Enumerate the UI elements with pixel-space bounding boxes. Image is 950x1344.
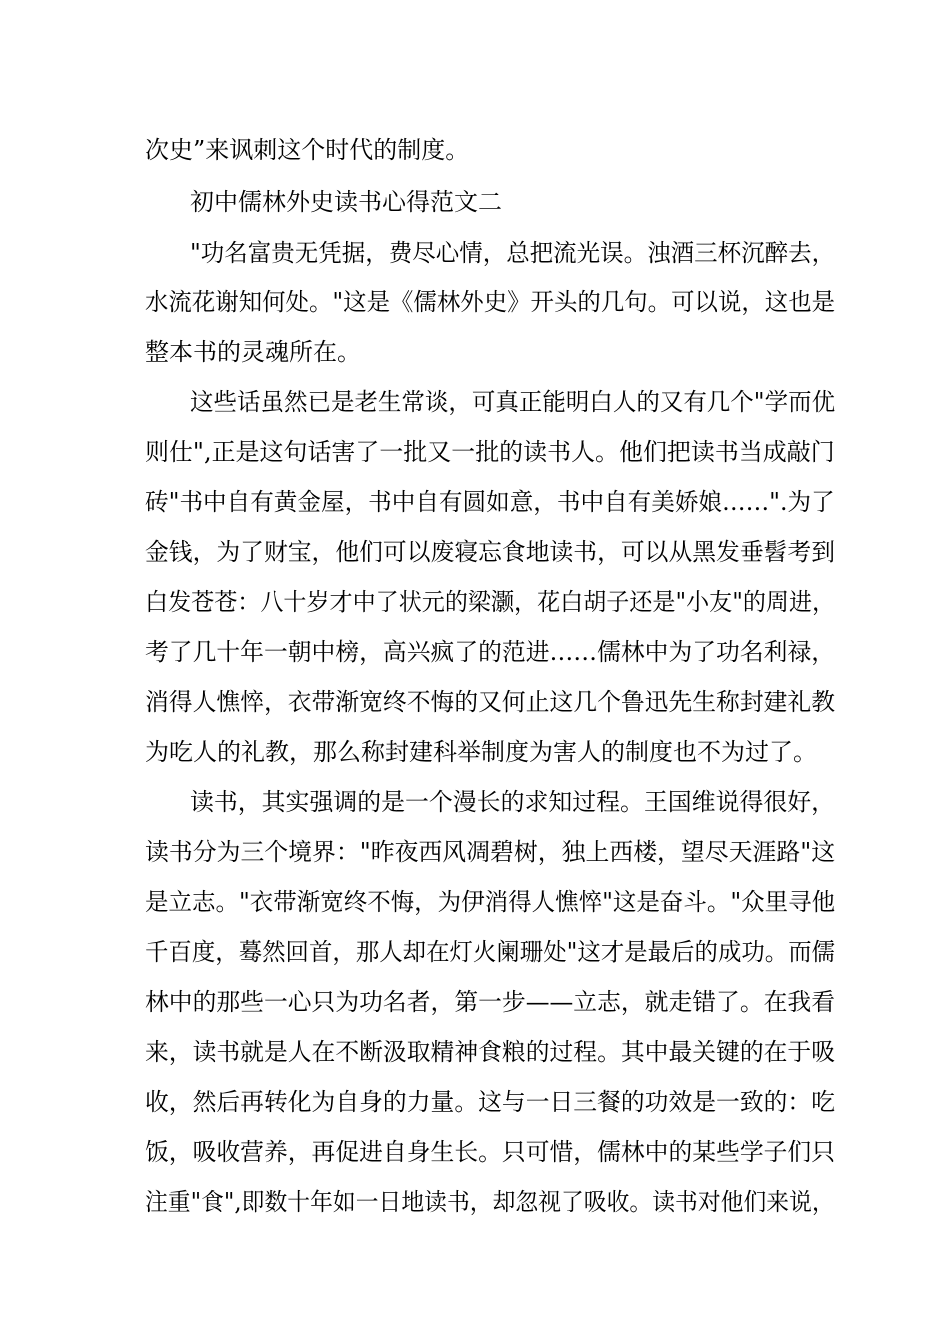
text-line: 读书，其实强调的是一个漫长的求知过程。王国维说得很好， bbox=[190, 788, 836, 816]
text-line: 是立志。"衣带渐宽终不悔，为伊消得人憔悴"这是奋斗。"众里寻他 bbox=[145, 888, 836, 916]
text-line: 砖"书中自有黄金屋，书中自有圆如意，书中自有美娇娘……".为了 bbox=[145, 488, 835, 516]
text-line: 整本书的灵魂所在。 bbox=[145, 338, 361, 366]
text-line: 消得人憔悴，衣带渐宽终不悔的又何止这几个鲁迅先生称封建礼教 bbox=[145, 688, 836, 716]
text-line: 为吃人的礼教，那么称封建科举制度为害人的制度也不为过了。 bbox=[145, 738, 817, 766]
text-line: 千百度，蓦然回首，那人却在灯火阑珊处"这才是最后的成功。而儒 bbox=[145, 938, 836, 966]
text-line: "功名富贵无凭据，费尽心情，总把流光误。浊酒三杯沉醉去， bbox=[190, 239, 836, 267]
text-line: 来，读书就是人在不断汲取精神食粮的过程。其中最关键的在于吸 bbox=[145, 1038, 836, 1066]
text-line: 白发苍苍：八十岁才中了状元的梁灏，花白胡子还是"小友"的周进， bbox=[145, 588, 836, 616]
text-line: 饭，吸收营养，再促进自身生长。只可惜，儒林中的某些学子们只 bbox=[145, 1138, 836, 1166]
text-line: 考了几十年一朝中榜，高兴疯了的范进……儒林中为了功名利禄， bbox=[145, 638, 836, 666]
text-line: 收，然后再转化为自身的力量。这与一日三餐的功效是一致的：吃 bbox=[145, 1088, 836, 1116]
text-line: 林中的那些一心只为功名者，第一步——立志，就走错了。在我看 bbox=[145, 988, 836, 1016]
text-line: 金钱，为了财宝，他们可以废寝忘食地读书，可以从黑发垂髫考到 bbox=[145, 538, 836, 566]
text-line: 注重"食",即数十年如一日地读书，却忽视了吸收。读书对他们来说， bbox=[145, 1188, 835, 1216]
text-line: 这些话虽然已是老生常谈，可真正能明白人的又有几个"学而优 bbox=[190, 388, 836, 416]
text-line: 次史”来讽刺这个时代的制度。 bbox=[145, 136, 470, 164]
section-heading: 初中儒林外史读书心得范文二 bbox=[190, 188, 502, 216]
text-line: 水流花谢知何处。"这是《儒林外史》开头的几句。可以说，这也是 bbox=[145, 288, 836, 316]
text-line: 读书分为三个境界："昨夜西风凋碧树，独上西楼，望尽天涯路"这 bbox=[145, 838, 836, 866]
text-line: 则仕",正是这句话害了一批又一批的读书人。他们把读书当成敲门 bbox=[145, 438, 835, 466]
